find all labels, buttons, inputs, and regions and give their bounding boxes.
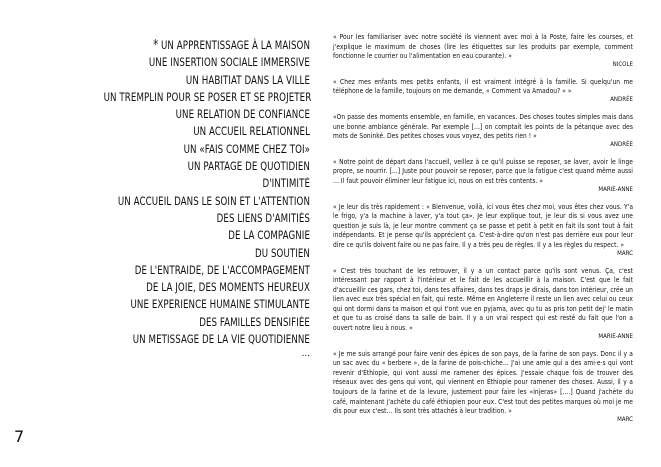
list-line: UN ACCUEIL RELATIONNEL — [193, 125, 310, 139]
asterisk-icon: * — [153, 38, 159, 53]
list-line: DU SOUTIEN — [254, 246, 310, 260]
quote-author: ANDRÉE — [610, 140, 633, 148]
list-line: DES LIENS D'AMITIÉS — [216, 211, 310, 225]
list-line: DE LA COMPAGNIE — [228, 229, 310, 243]
list-line: DE L'ENTRAIDE, DE L'ACCOMPAGEMENT — [134, 263, 310, 277]
quote — [333, 113, 633, 149]
quote-author: NICOLE — [612, 60, 633, 68]
quote — [333, 203, 633, 258]
quote — [333, 350, 633, 424]
quote — [333, 33, 633, 69]
quotes-column — [333, 33, 633, 433]
list-line: UN ACCUEIL DANS LE SOIN ET L'ATTENTION — [117, 194, 310, 208]
list-line: UN TREMPLIN POUR SE POSER ET SE PROJETER — [103, 90, 312, 104]
quote-author: MARIE-ANNE — [598, 185, 633, 193]
quote — [333, 267, 633, 341]
list-line: UN «FAIS COMME CHEZ TOI» — [183, 142, 310, 156]
list-line: DE LA JOIE, DES MOMENTS HEUREUX — [146, 281, 310, 295]
list-line: DES FAMILLES DENSIFIÉE — [199, 315, 310, 329]
quote-author: MARC — [617, 415, 633, 423]
list-line: UNE RELATION DE CONFIANCE — [175, 108, 310, 122]
quote-text: « C'est très touchant de les retrouver, il y a un contact parce qu'ils sont venus. Ça, c'est intéressant par rapport à l'intérieur et le fait de les accueillir à la maison. C'est que le fait d'accueillir ces gars, chez toi, dans tes affaires, dans tes draps je dirais, dans ton intérieur, crée un lien avec eux très spécial en fait, qui reste. Même en Angleterre il reste un lien avec celui ou ceux qui ont dormi dans ta maison et qui t'ont vue en pyjama, avec qu tu as pris ton petit dej' le matin et que tu as croisé dans ta salle de bain. Il y a un vrai respect qui est resté du fait que l'on a ouvert notre lieu à nous. » — [333, 266, 633, 333]
list-line: UN PARTAGE DE QUOTIDIEN — [187, 160, 310, 174]
column-divider — [322, 27, 323, 452]
quote-author: MARIE-ANNE — [598, 332, 633, 340]
quote-text: « Je me suis arrangé pour faire venir des épices de son pays, de la farine de son pays. Donc il y a un sac avec du « berbere », de la farine de pois-chiche… J'ai une amie qui a des ami·e·s qui vont revenir d'Éthiopie, qui vont aussi me ramener des épices. J'essaie chaque fois de trouver des réseaux avec des gens qui vont, qui viennent en Éthiopie pour ramener des choses. Aussi, il y a toujours de la farine et de la levure, justement pour faire les «injeras» [….] Quand j'achète du café, maintenant j'achète du café éthiopien pour eux. C'est tout des petites marques où moi je me dis pour eux c'est… Ils sont très attachés à leur tradition. » — [333, 349, 633, 416]
list-line: UN METISSAGE DE LA VIE QUOTIDIENNE — [132, 333, 310, 347]
quote-text: « Chez mes enfants mes petits enfants, il est vraiment intégré à la famille. Si quelqu'un me téléphone de la famille, toujours on me demande, « Comment va Amadou? » » — [333, 77, 633, 96]
quote-text: « Pour les familiariser avec notre société ils viennent avec moi à la Poste, faire les courses, et j'explique le maximum de choses (lire les étiquettes sur les produits par exemple, comment fonctionne le courrier ou l'alimentation en eau courante). » — [333, 33, 633, 61]
quote-author: MARC — [617, 249, 633, 257]
quote — [333, 158, 633, 194]
quote-text: « Je leur dis très rapidement : « Bienvenue, voilà, ici vous êtes chez moi, vous êtes chez vous. Y'a le frigo, y'a la machine à laver, y'a tout ça». Je leur explique tout, je leur dis si vous avez une question je suis là, je leur montre comment ça se passe et petit à petit en fait ils sont tout à fait indépendants. Et je pense qu'ils apprécient ça. C'est-à-dire qu'on n'est pas derrière eux pour leur dire ce qu'ils doivent faire ou ne pas faire. Il y a très peu de règles. Il y a les règles du respect. » — [333, 202, 633, 249]
quote-author: ANDRÉE — [610, 95, 633, 103]
list-line: UNE INSERTION SOCIALE IMMERSIVE — [148, 56, 310, 70]
list-line: UN HABITIAT DANS LA VILLE — [185, 73, 310, 87]
left-list — [70, 37, 310, 359]
list-line: UNE EXPERIENCE HUMAINE STIMULANTE — [130, 298, 310, 312]
quote — [333, 78, 633, 104]
quote-text: « Notre point de départ dans l'accueil, veillez à ce qu'il puisse se reposer, se laver, avoir le linge propre, se nourrir. […] Juste pour pouvoir se reposer, parce que la fatigue c'est quand même aussi … Il faut pouvoir éliminer leur fatigue ici, nous on est très contents. » — [333, 157, 633, 185]
quote-text: «On passe des moments ensemble, en famille, en vacances. Des choses toutes simples mais dans une bonne ambiance générale. Par exemple […] on comptait les points de la pétanque avec des mots de Soninké. Des petites choses vous voyez, des petits rien ! » — [333, 112, 633, 141]
page-number: 7 — [14, 427, 25, 446]
list-line: D'INTIMITÉ — [262, 177, 310, 191]
list-ellipsis: ... — [301, 348, 310, 360]
list-line-0: * UN APPRENTISSAGE À LA MAISON — [153, 38, 310, 53]
